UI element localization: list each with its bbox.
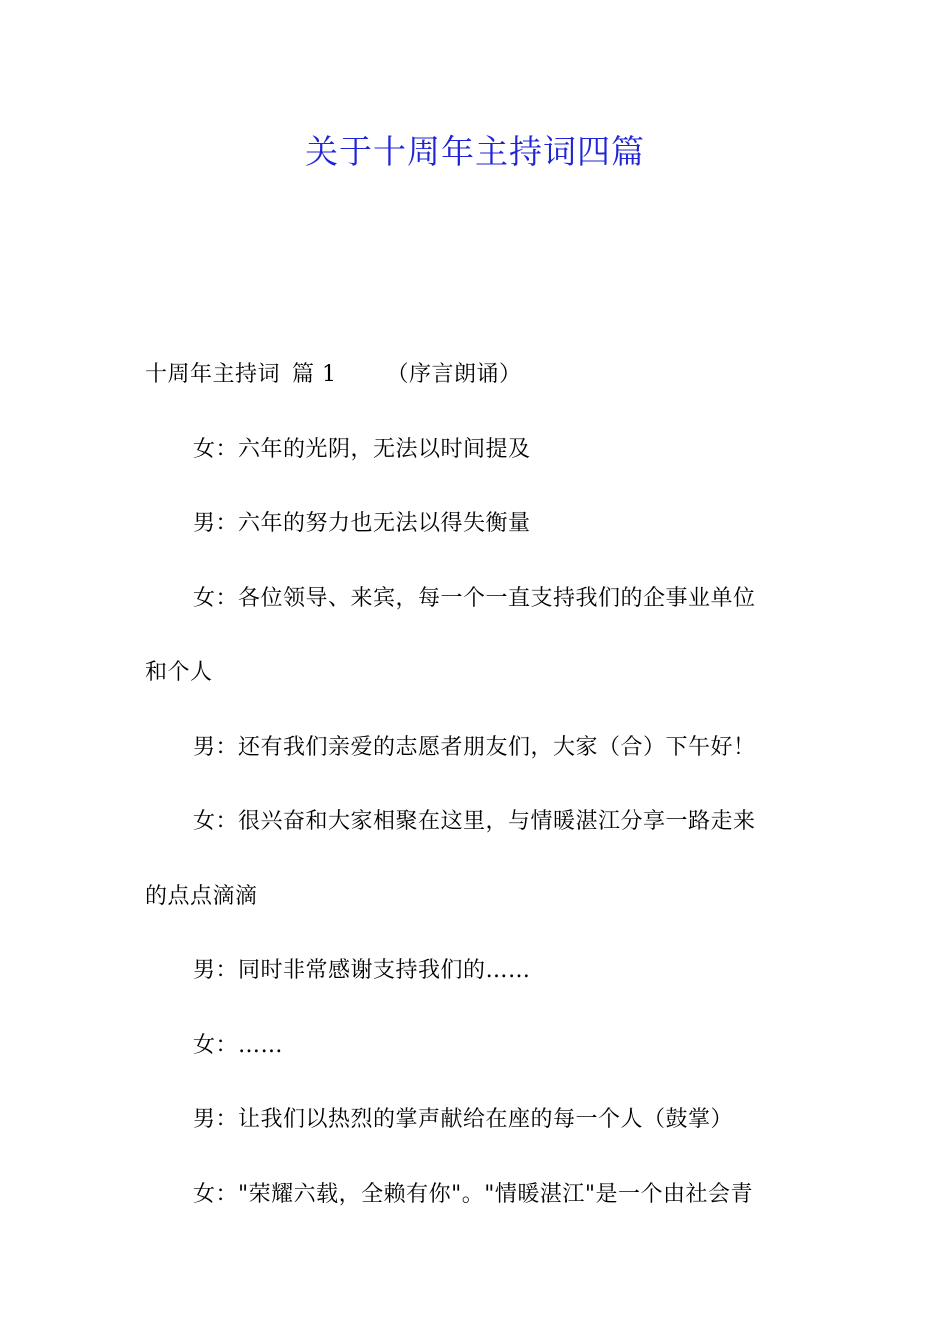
paragraph-line: 女：各位领导、来宾，每一个一直支持我们的企事业单位 [193,585,756,611]
paragraph-line-continuation: 和个人 [145,660,213,685]
section-heading [145,338,810,413]
paragraph-line: 男：六年的努力也无法以得失衡量 [193,511,531,536]
paragraph-line: 男：还有我们亲爱的志愿者朋友们，大家（合）下午好！ [193,734,756,760]
paragraph-line-continuation: 的点点滴滴 [145,883,258,909]
paragraph-line: 男：让我们以热烈的掌声献给在座的每一个人（鼓掌） [193,1107,734,1132]
paragraph-line: 女："荣耀六载，全赖有你"。"情暖湛江"是一个由社会青 [193,1181,753,1207]
paragraph-line: 女：很兴奋和大家相聚在这里，与情暖湛江分享一路走来 [193,809,756,834]
section-heading-note: （序言朗诵） [386,362,522,387]
paragraph-line: 女：六年的光阴，无法以时间提及 [193,436,531,462]
section-heading-part: 篇 1 [292,362,337,387]
document-body [145,338,810,1232]
section-heading-label: 十周年主持词 [145,362,281,387]
paragraph-line: 男：同时非常感谢支持我们的…… [193,958,531,983]
document-title: 关于十周年主持词四篇 [305,132,645,171]
paragraph-line: 女：…… [193,1032,284,1058]
